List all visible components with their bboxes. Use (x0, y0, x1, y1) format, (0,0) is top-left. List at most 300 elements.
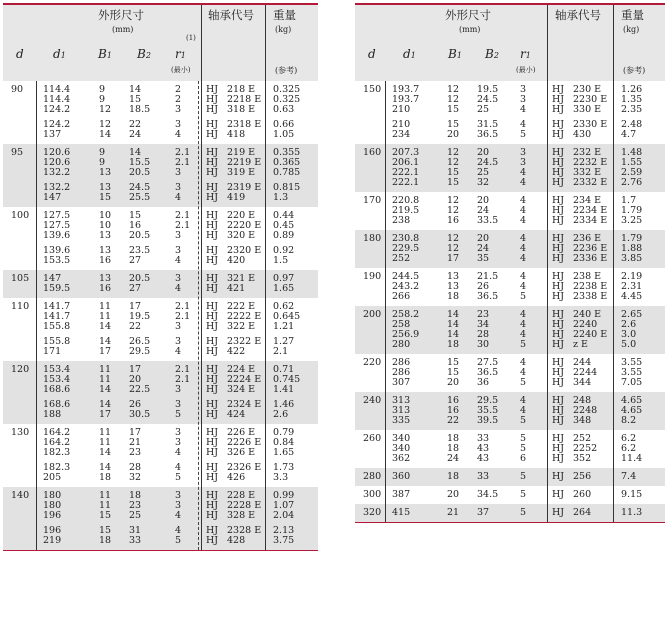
code-value: 330 E (573, 104, 602, 115)
code-value: z E (573, 339, 588, 350)
d1-value: 171 (43, 346, 62, 357)
d1-value: 258.2 (392, 309, 420, 320)
code-value: 2334 E (573, 215, 608, 226)
r1-value: 4 (520, 195, 527, 206)
b2-value: 35 (477, 253, 490, 264)
b2-value: 14 (129, 84, 142, 95)
code-value: 320 E (227, 230, 256, 241)
mass-value: 3.25 (621, 215, 643, 226)
mass-value: 2.19 (621, 271, 643, 282)
code-value: 419 (227, 192, 246, 203)
b1-value: 11 (99, 490, 112, 501)
b2-value: 24 (477, 205, 490, 216)
mass-value: 2.13 (273, 525, 295, 536)
b2-value: 14 (129, 147, 142, 158)
bore-diameter: 95 (11, 147, 24, 158)
bore-diameter: 110 (11, 301, 30, 312)
code-value: 420 (227, 255, 246, 266)
mass-title: 重量 (273, 8, 296, 22)
b1-value: 16 (99, 255, 112, 266)
r1-value: 2.1 (175, 220, 191, 231)
b2-value: 17 (129, 301, 142, 312)
bore-diameter: 280 (363, 471, 382, 482)
r1-value: 4 (175, 525, 182, 536)
code-value: 226 E (227, 427, 256, 438)
b1-value: 12 (447, 243, 460, 254)
b1-value: 15 (447, 104, 460, 115)
code-value: 2226 E (227, 437, 262, 448)
d1-value: 335 (392, 415, 411, 426)
table-row (355, 508, 665, 518)
b2-value: 27 (129, 283, 142, 294)
table-row (3, 105, 318, 115)
code-prefix: HJ (206, 321, 219, 332)
r1-value: 4 (175, 447, 182, 458)
code-value: 2234 E (573, 205, 608, 216)
r1-value: 5 (520, 129, 527, 140)
code-prefix: HJ (206, 311, 219, 322)
b1-value: 9 (99, 157, 106, 168)
b2-value: 20.5 (129, 230, 151, 241)
code-prefix: HJ (552, 271, 565, 282)
code-value: 2236 E (573, 243, 608, 254)
r1-value: 3 (175, 321, 182, 332)
r1-value: 3 (175, 104, 182, 115)
b1-value: 15 (447, 177, 460, 188)
code-prefix: HJ (552, 367, 565, 378)
mass-unit: (kg) (275, 25, 292, 34)
b2-value: 20 (477, 195, 490, 206)
r1-value: 3 (175, 230, 182, 241)
b1-value: 14 (99, 384, 112, 395)
b2-value: 26 (477, 281, 490, 292)
bearing-group (355, 430, 665, 468)
d1-value: 153.4 (43, 364, 71, 375)
b2-value: 36.5 (477, 129, 499, 140)
mass-value: 9.15 (621, 489, 643, 500)
table-row (3, 256, 318, 266)
code-prefix: HJ (206, 255, 219, 266)
b2-value: 28 (477, 329, 490, 340)
b2-value: 26.5 (129, 336, 151, 347)
code-prefix: HJ (206, 437, 219, 448)
d1-value: 387 (392, 489, 411, 500)
code-value: 2238 E (573, 281, 608, 292)
b1-value: 18 (99, 535, 112, 546)
mass-value: 0.44 (273, 210, 295, 221)
table-header (355, 3, 665, 81)
mass-value: 3.85 (621, 253, 643, 264)
bore-diameter: 170 (363, 195, 382, 206)
code-prefix: HJ (552, 329, 565, 340)
bore-diameter: 320 (363, 507, 382, 518)
b2-value: 33 (477, 471, 490, 482)
mass-value: 2.04 (273, 510, 295, 521)
r1-value: 5 (520, 443, 527, 454)
mass-value: 2.59 (621, 167, 643, 178)
b1-value: 18 (447, 471, 460, 482)
mass-value: 0.66 (273, 119, 295, 130)
b1-value: 11 (99, 301, 112, 312)
code-value: 2318 E (227, 119, 262, 130)
mass-value: 1.7 (621, 195, 637, 206)
mass-value: 0.92 (273, 245, 295, 256)
b2-value: 32 (477, 177, 490, 188)
table-header (3, 3, 318, 81)
b1-value: 13 (99, 182, 112, 193)
bore-diameter: 105 (11, 273, 30, 284)
d1-value: 168.6 (43, 399, 71, 410)
bore-diameter: 130 (11, 427, 30, 438)
bore-diameter: 160 (363, 147, 382, 158)
mass-value: 0.84 (273, 437, 295, 448)
code-value: 2330 E (573, 119, 608, 130)
b1-value: 15 (447, 167, 460, 178)
b2-value: 25.5 (129, 192, 151, 203)
code-value: 2319 E (227, 182, 262, 193)
b1-value: 9 (99, 147, 106, 158)
b2-value: 32 (129, 472, 142, 483)
d1-value: 243.2 (392, 281, 420, 292)
mass-value: 2.6 (273, 409, 289, 420)
code-prefix: HJ (552, 205, 565, 216)
b2-value: 21 (129, 437, 142, 448)
code-value: 428 (227, 535, 246, 546)
b1-value: 18 (447, 291, 460, 302)
b2-value: 30 (477, 339, 490, 350)
d1-value: 182.3 (43, 462, 71, 473)
r1-value: 6 (520, 453, 527, 464)
bore-diameter: 150 (363, 84, 382, 95)
table-row (355, 340, 665, 350)
d1-value: 132.2 (43, 182, 71, 193)
b1-value: 17 (99, 346, 112, 357)
d1-value: 313 (392, 405, 411, 416)
r1-min-label: (最小) (171, 66, 191, 74)
bore-diameter: 180 (363, 233, 382, 244)
r1-value: 3 (175, 490, 182, 501)
r1-value: 2.1 (175, 147, 191, 158)
mass-value: 0.45 (273, 220, 295, 231)
d1-value: 244.5 (392, 271, 420, 282)
d1-value: 219 (43, 535, 62, 546)
code-value: 2240 (573, 319, 598, 330)
r1-value: 4 (520, 271, 527, 282)
code-value: 219 E (227, 147, 256, 158)
code-prefix: HJ (206, 84, 219, 95)
b2-value: 36.5 (477, 367, 499, 378)
d1-value: 124.2 (43, 104, 71, 115)
b1-value: 11 (99, 427, 112, 438)
code-value: 238 E (573, 271, 602, 282)
code-value: 2240 E (573, 329, 608, 340)
mass-value: 0.645 (273, 311, 301, 322)
code-value: 2336 E (573, 253, 608, 264)
bearing-group (355, 504, 665, 522)
bearing-group (3, 424, 318, 487)
b2-value: 15 (129, 210, 142, 221)
b2-value: 34 (477, 319, 490, 330)
b2-value: 24.5 (129, 182, 151, 193)
r1-value: 4 (175, 346, 182, 357)
b1-value: 15 (447, 357, 460, 368)
code-prefix: HJ (552, 253, 565, 264)
r1-value: 4 (520, 215, 527, 226)
r1-value: 4 (520, 329, 527, 340)
b1-value: 10 (99, 210, 112, 221)
r1-value: 4 (520, 104, 527, 115)
r1-value: 4 (520, 405, 527, 416)
d1-value: 139.6 (43, 245, 71, 256)
d1-value: 252 (392, 253, 411, 264)
b2-value: 18 (129, 490, 142, 501)
code-prefix: HJ (206, 104, 219, 115)
d1-value: 196 (43, 510, 62, 521)
table-row (355, 105, 665, 115)
table-row (3, 410, 318, 420)
b1-value: 11 (99, 311, 112, 322)
b2-value: 23.5 (129, 245, 151, 256)
b2-value: 15.5 (129, 157, 151, 168)
r1-value: 4 (520, 357, 527, 368)
code-prefix: HJ (552, 443, 565, 454)
code-value: 322 E (227, 321, 256, 332)
code-prefix: HJ (206, 129, 219, 140)
b1-value: 14 (99, 399, 112, 410)
b1-value: 11 (99, 374, 112, 385)
code-prefix: HJ (206, 220, 219, 231)
mass-value: 6.2 (621, 433, 637, 444)
d1-value: 168.6 (43, 384, 71, 395)
d1-value: 164.2 (43, 427, 71, 438)
b1-value: 12 (447, 84, 460, 95)
d1-value: 155.8 (43, 321, 71, 332)
code-prefix: HJ (552, 357, 565, 368)
table-row (3, 536, 318, 546)
b1-value: 14 (99, 462, 112, 473)
b2-value: 25 (477, 167, 490, 178)
col-d1: d1 (53, 47, 66, 61)
code-prefix: HJ (552, 395, 565, 406)
mass-value: 0.325 (273, 84, 301, 95)
r1-value: 2.1 (175, 364, 191, 375)
code-prefix: HJ (206, 94, 219, 105)
mass-value: 1.27 (273, 336, 295, 347)
d1-value: 164.2 (43, 437, 71, 448)
mass-value: 3.3 (273, 472, 289, 483)
code-value: 244 (573, 357, 592, 368)
b1-value: 12 (447, 233, 460, 244)
mass-value: 1.26 (621, 84, 643, 95)
mass-value: 4.45 (621, 291, 643, 302)
code-prefix: HJ (552, 119, 565, 130)
b1-value: 14 (447, 329, 460, 340)
b2-value: 31 (129, 525, 142, 536)
bearing-group (3, 361, 318, 424)
col-b2: B2 (137, 47, 151, 61)
b1-value: 9 (99, 94, 106, 105)
b1-value: 15 (99, 525, 112, 536)
r1-value: 4 (520, 319, 527, 330)
d1-value: 222.1 (392, 167, 420, 178)
r1-value: 3 (175, 427, 182, 438)
b1-value: 16 (447, 215, 460, 226)
d1-value: 193.7 (392, 84, 420, 95)
bore-diameter: 220 (363, 357, 382, 368)
code-value: 2332 E (573, 177, 608, 188)
code-prefix: HJ (206, 157, 219, 168)
d1-value: 230.8 (392, 233, 420, 244)
d1-value: 120.6 (43, 147, 71, 158)
b2-value: 24 (477, 243, 490, 254)
r1-value: 2.1 (175, 374, 191, 385)
left-table (3, 3, 318, 551)
r1-value: 5 (175, 409, 182, 420)
col-r1: r1 (520, 47, 531, 61)
mass-value: 1.41 (273, 384, 295, 395)
code-prefix: HJ (206, 283, 219, 294)
d1-value: 196 (43, 525, 62, 536)
b2-value: 23 (129, 447, 142, 458)
code-value: 2320 E (227, 245, 262, 256)
code-prefix: HJ (206, 535, 219, 546)
b2-value: 20.5 (129, 167, 151, 178)
mass-value: 0.89 (273, 230, 295, 241)
code-prefix: HJ (206, 182, 219, 193)
mass-value: 3.55 (621, 357, 643, 368)
r1-value: 4 (175, 129, 182, 140)
bearing-group (355, 81, 665, 144)
table-row (355, 454, 665, 464)
mass-value: 0.355 (273, 147, 301, 158)
mass-reference: (参考) (623, 66, 646, 75)
code-prefix: HJ (552, 233, 565, 244)
r1-value: 3 (175, 182, 182, 193)
d1-value: 139.6 (43, 230, 71, 241)
b2-value: 43 (477, 443, 490, 454)
d1-value: 114.4 (43, 94, 71, 105)
mass-value: 1.3 (273, 192, 289, 203)
b1-value: 20 (447, 377, 460, 388)
code-value: 220 E (227, 210, 256, 221)
bore-diameter: 260 (363, 433, 382, 444)
mass-value: 0.97 (273, 273, 295, 284)
table-row (355, 178, 665, 188)
b1-value: 15 (99, 192, 112, 203)
mass-value: 2.76 (621, 177, 643, 188)
r1-value: 4 (520, 281, 527, 292)
d1-value: 210 (392, 104, 411, 115)
d1-value: 219.5 (392, 205, 420, 216)
b1-value: 18 (99, 472, 112, 483)
b2-value: 24.5 (477, 157, 499, 168)
table-row (355, 216, 665, 226)
b1-value: 24 (447, 453, 460, 464)
b1-value: 21 (447, 507, 460, 518)
mass-value: 4.7 (621, 129, 637, 140)
b1-value: 13 (99, 230, 112, 241)
code-prefix: HJ (206, 192, 219, 203)
b1-value: 12 (99, 119, 112, 130)
b1-value: 11 (99, 364, 112, 375)
mass-value: 3.55 (621, 367, 643, 378)
code-value: 236 E (573, 233, 602, 244)
mass-value: 1.79 (621, 205, 643, 216)
b1-value: 12 (447, 94, 460, 105)
code-prefix: HJ (552, 489, 565, 500)
code-value: 256 (573, 471, 592, 482)
code-value: 344 (573, 377, 592, 388)
d1-value: 155.8 (43, 336, 71, 347)
d1-value: 415 (392, 507, 411, 518)
d1-value: 188 (43, 409, 62, 420)
r1-value: 3 (175, 119, 182, 130)
b2-value: 39.5 (477, 415, 499, 426)
mass-value: 1.07 (273, 500, 295, 511)
b1-value: 13 (447, 281, 460, 292)
b1-value: 15 (447, 119, 460, 130)
table-row (3, 385, 318, 395)
code-prefix: HJ (206, 147, 219, 158)
mass-value: 1.35 (621, 94, 643, 105)
b2-value: 36.5 (477, 291, 499, 302)
bearing-group (355, 192, 665, 230)
r1-value: 4 (175, 283, 182, 294)
b2-value: 17 (129, 364, 142, 375)
bearing-group (355, 392, 665, 430)
b1-value: 16 (99, 283, 112, 294)
b2-value: 15 (129, 94, 142, 105)
code-value: 248 (573, 395, 592, 406)
mass-value: 2.6 (621, 319, 637, 330)
bore-diameter: 140 (11, 490, 30, 501)
b2-value: 33 (477, 433, 490, 444)
code-value: 2232 E (573, 157, 608, 168)
b1-value: 12 (447, 157, 460, 168)
mass-value: 7.05 (621, 377, 643, 388)
code-prefix: HJ (552, 377, 565, 388)
bearing-code-title: 轴承代号 (208, 8, 254, 22)
mass-value: 2.65 (621, 309, 643, 320)
mass-value: 0.745 (273, 374, 301, 385)
d1-value: 120.6 (43, 157, 71, 168)
mass-value: 0.63 (273, 104, 295, 115)
d1-value: 256.9 (392, 329, 420, 340)
r1-value: 3 (175, 336, 182, 347)
table-row (355, 378, 665, 388)
r1-value: 2.1 (175, 157, 191, 168)
b2-value: 18.5 (129, 104, 151, 115)
code-value: 2224 E (227, 374, 262, 385)
r1-value: 3 (175, 273, 182, 284)
code-prefix: HJ (206, 525, 219, 536)
code-prefix: HJ (552, 415, 565, 426)
code-prefix: HJ (552, 281, 565, 292)
dimensions-title: 外形尺寸 (98, 8, 144, 22)
mass-value: 1.48 (621, 147, 643, 158)
bore-diameter: 90 (11, 84, 24, 95)
d1-value: 360 (392, 471, 411, 482)
d1-value: 266 (392, 291, 411, 302)
mass-value: 1.88 (621, 243, 643, 254)
r1-value: 3 (520, 94, 527, 105)
code-value: 326 E (227, 447, 256, 458)
code-prefix: HJ (206, 427, 219, 438)
code-prefix: HJ (552, 177, 565, 188)
mass-value: 1.73 (273, 462, 295, 473)
code-prefix: HJ (206, 119, 219, 130)
b2-value: 27.5 (477, 357, 499, 368)
